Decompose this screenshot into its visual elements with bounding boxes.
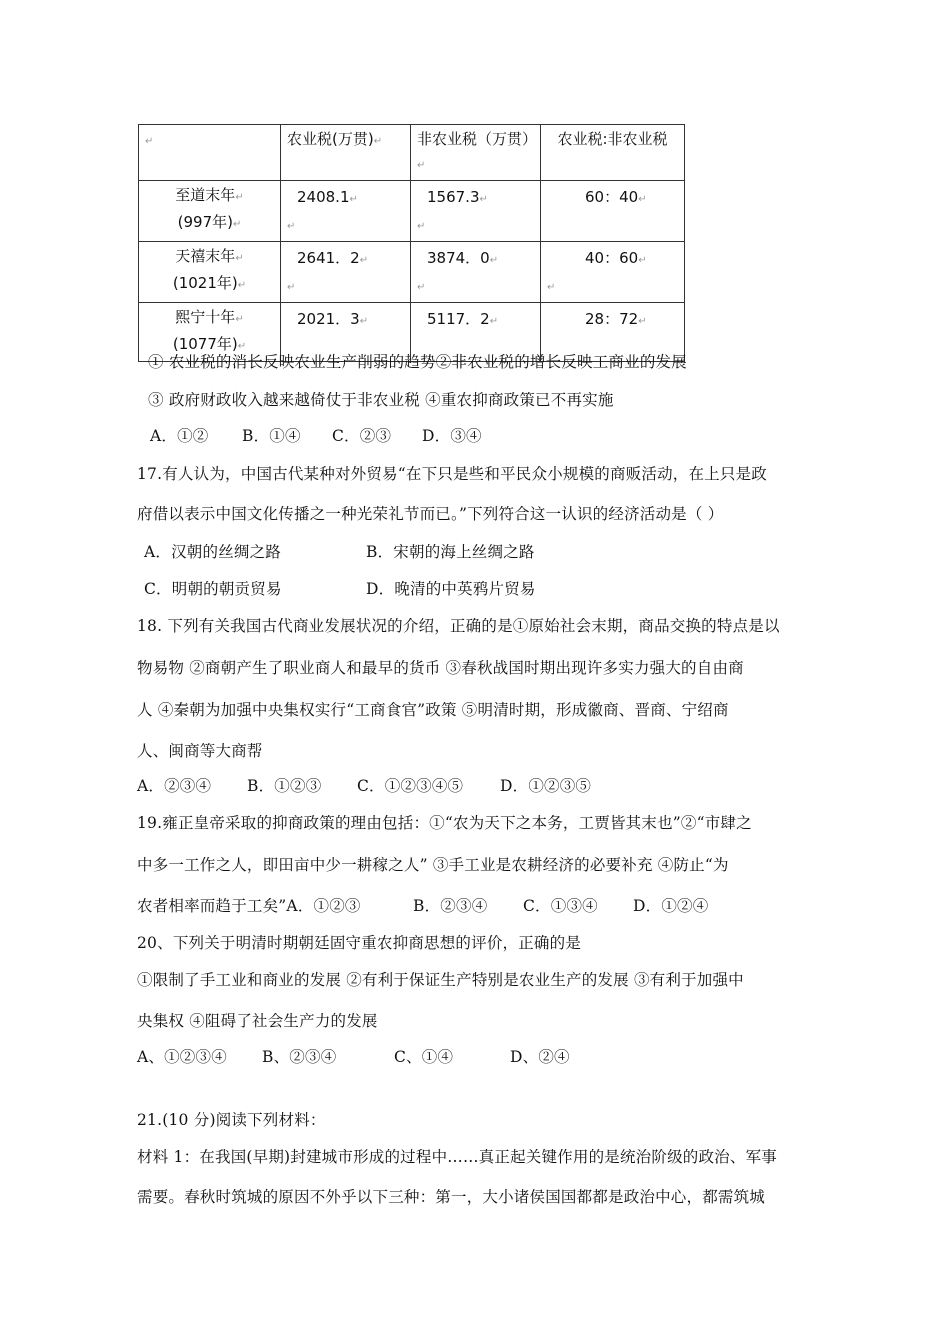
option-d: D．晚清的中英鸦片贸易 xyxy=(366,580,536,598)
option-c: C．①②③④⑤ xyxy=(357,777,464,795)
table-header-row xyxy=(139,125,685,181)
option-b: B．①②③ xyxy=(247,777,322,795)
table-row xyxy=(139,181,685,242)
table-cell-era: 至道末年↵ (997年)↵ xyxy=(139,181,281,242)
table-cell-era: 熙宁十年↵ (1077年)↵ xyxy=(139,303,281,362)
q17-options-row-1 xyxy=(144,540,535,562)
option-c: C、①④ xyxy=(394,1048,454,1066)
q21-line-2: 材料 1：在我国(早期)封建城市形成的过程中……真正起关键作用的是统治阶级的政治、军事 xyxy=(137,1148,777,1166)
q16-statement-2: ③ 政府财政收入越来越倚仗于非农业税 ④重农抑商政策已不再实施 xyxy=(148,391,614,409)
option-b: B．①④ xyxy=(242,427,301,445)
table-cell-nonagri: 1567.3↵ ↵ xyxy=(411,181,541,242)
option-c: C．②③ xyxy=(332,427,392,445)
option-d: D、②④ xyxy=(510,1048,570,1066)
option-d: D．①②③⑤ xyxy=(500,777,592,795)
option-d: D．①②④ xyxy=(633,897,709,915)
option-a: A．汉朝的丝绸之路 xyxy=(144,543,281,561)
q18-line-3: 人 ④秦朝为加强中央集权实行“工商食官”政策 ⑤明清时期，形成徽商、晋商、宁绍商 xyxy=(137,701,729,719)
tax-table xyxy=(138,124,685,362)
q17-line-1: 17.有人认为，中国古代某种对外贸易“在下只是些和平民众小规模的商贩活动，在上只是政 xyxy=(137,465,767,483)
table-cell-ratio: 40：60↵ ↵ xyxy=(541,242,685,303)
option-b: B．宋朝的海上丝绸之路 xyxy=(366,543,535,561)
q18-line-2: 物易物 ②商朝产生了职业商人和最早的货币 ③春秋战国时期出现许多实力强大的自由商 xyxy=(137,659,744,677)
option-a: 农者相率而趋于工矣”A．①②③ xyxy=(137,897,361,915)
q18-options xyxy=(137,774,591,796)
option-c: C．①③④ xyxy=(523,897,598,915)
q18-line-1: 18. 下列有关我国古代商业发展状况的介绍，正确的是①原始社会末期，商品交换的特点是以 xyxy=(137,617,780,635)
option-c: C．明朝的朝贡贸易 xyxy=(144,580,282,598)
q16-statement-1: ① 农业税的消长反映农业生产削弱的趋势②非农业税的增长反映工商业的发展 xyxy=(148,353,687,371)
table-cell-ratio: 28：72↵ xyxy=(541,303,685,362)
q19-line-1: 19.雍正皇帝采取的抑商政策的理由包括：①“农为天下之本务，工贾皆其末也”②“市肆之 xyxy=(137,814,752,832)
table-cell-agri: 2021．3↵ xyxy=(281,303,411,362)
option-a: A．①② xyxy=(150,427,209,445)
option-d: D．③④ xyxy=(422,427,482,445)
table-header-nonagri: 非农业税（万贯）↵ xyxy=(411,125,541,181)
table-cell-era: 天禧末年↵ (1021年)↵ xyxy=(139,242,281,303)
table-cell-agri: 2408.1↵ ↵ xyxy=(281,181,411,242)
table-header-empty: ↵ xyxy=(139,125,281,181)
table-header-ratio: 农业税:非农业税 xyxy=(541,125,685,181)
option-b: B．②③④ xyxy=(413,897,488,915)
option-a: A、①②③④ xyxy=(137,1048,227,1066)
table-cell-nonagri: 3874．0↵ ↵ xyxy=(411,242,541,303)
option-b: B、②③④ xyxy=(262,1048,337,1066)
q19-line-2: 中多一工作之人，即田亩中少一耕稼之人” ③手工业是农耕经济的必要补充 ④防止“为 xyxy=(137,856,729,874)
table-cell-ratio: 60：40↵ xyxy=(541,181,685,242)
q21-line-1: 21.(10 分)阅读下列材料： xyxy=(137,1111,326,1129)
table-header-agri: 农业税(万贯)↵ xyxy=(281,125,411,181)
q21-line-3: 需要。春秋时筑城的原因不外乎以下三种：第一，大小诸侯国国都都是政治中心，都需筑城 xyxy=(137,1188,766,1206)
q20-options xyxy=(137,1045,570,1067)
table-cell-nonagri: 5117．2↵ xyxy=(411,303,541,362)
table-cell-agri: 2641．2↵ ↵ xyxy=(281,242,411,303)
q17-options-row-2 xyxy=(144,577,536,599)
option-a: A．②③④ xyxy=(137,777,212,795)
q18-line-4: 人、闽商等大商帮 xyxy=(137,742,263,760)
q16-options xyxy=(150,424,482,446)
q17-line-2: 府借以表示中国文化传播之一种光荣礼节而已。”下列符合这一认识的经济活动是（ ） xyxy=(137,505,724,523)
q20-line-1: 20、下列关于明清时期朝廷固守重农抑商思想的评价，正确的是 xyxy=(137,934,582,952)
q20-line-2: ①限制了手工业和商业的发展 ②有利于保证生产特别是农业生产的发展 ③有利于加强中 xyxy=(137,971,744,989)
q19-line-3 xyxy=(137,894,708,916)
q20-line-3: 央集权 ④阻碍了社会生产力的发展 xyxy=(137,1012,378,1030)
table-row xyxy=(139,242,685,303)
